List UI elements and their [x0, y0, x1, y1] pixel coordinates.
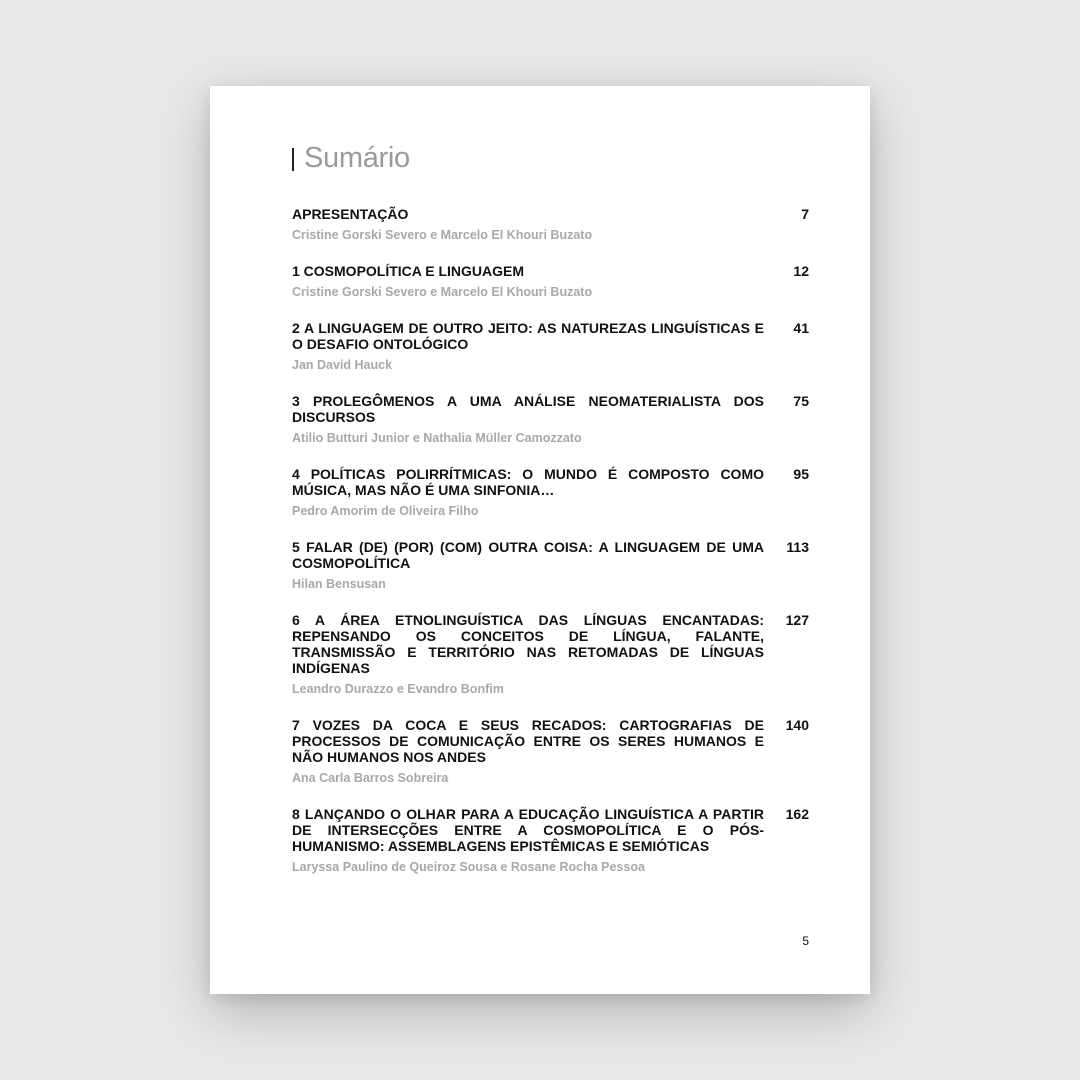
toc-entry-authors: Ana Carla Barros Sobreira: [292, 771, 449, 785]
toc-entry-title: 1 COSMOPOLÍTICA E LINGUAGEM: [292, 263, 525, 279]
page-title-text: Sumário: [304, 142, 410, 174]
toc-entry: [292, 206, 809, 243]
toc-entry-page: 75: [793, 393, 809, 409]
toc-entry-title: 7 VOZES DA COCA E SEUS RECADOS: CARTOGRAFIAS DE PROCESSOS DE COMUNICAÇÃO ENTRE OS SERES HUMANOS E NÃO HUMANOS NOS ANDES: [292, 717, 764, 765]
toc-entry-authors: Pedro Amorim de Oliveira Filho: [292, 504, 479, 518]
table-of-contents: [292, 206, 809, 895]
toc-entry: [292, 717, 809, 786]
toc-entry: [292, 806, 809, 875]
toc-entry: [292, 612, 809, 697]
toc-entry: [292, 466, 809, 519]
toc-entry: [292, 320, 809, 373]
document-page: [210, 86, 870, 994]
toc-entry-title: 5 FALAR (DE) (POR) (COM) OUTRA COISA: A LINGUAGEM DE UMA COSMOPOLÍTICA: [292, 539, 764, 571]
toc-entry-title: APRESENTAÇÃO: [292, 206, 409, 222]
page-number: 5: [802, 934, 809, 948]
toc-entry-page: 162: [785, 806, 809, 822]
toc-entry: [292, 393, 809, 446]
toc-entry-page: 95: [793, 466, 809, 482]
toc-entry-page: 41: [793, 320, 809, 336]
toc-entry-authors: Cristine Gorski Severo e Marcelo El Khouri Buzato: [292, 285, 593, 299]
toc-entry-authors: Atilio Butturi Junior e Nathalia Müller Camozzato: [292, 431, 582, 445]
toc-entry-title: 6 A ÁREA ETNOLINGUÍSTICA DAS LÍNGUAS ENCANTADAS: REPENSANDO OS CONCEITOS DE LÍNGUA, FALANTE, TRANSMISSÃO E TERRITÓRIO NAS RETOMADAS DE LÍNGUAS INDÍGENAS: [292, 612, 764, 676]
page-title: [292, 140, 410, 176]
toc-entry-title: 2 A LINGUAGEM DE OUTRO JEITO: AS NATUREZAS LINGUÍSTICAS E O DESAFIO ONTOLÓGICO: [292, 320, 764, 352]
toc-entry-authors: Laryssa Paulino de Queiroz Sousa e Rosane Rocha Pessoa: [292, 860, 645, 874]
toc-entry-page: 140: [785, 717, 809, 733]
toc-entry-authors: Hilan Bensusan: [292, 577, 386, 591]
toc-entry-authors: Leandro Durazzo e Evandro Bonfim: [292, 682, 504, 696]
toc-entry-page: 113: [786, 539, 809, 555]
toc-entry-page: 12: [793, 263, 809, 279]
toc-entry-title: 8 LANÇANDO O OLHAR PARA A EDUCAÇÃO LINGUÍSTICA A PARTIR DE INTERSECÇÕES ENTRE A COSMOPOLÍTICA E O PÓS-HUMANISMO: ASSEMBLAGENS EPISTÊMICAS E SEMIÓTICAS: [292, 806, 764, 854]
toc-entry-authors: Jan David Hauck: [292, 358, 393, 372]
toc-entry-title: 3 PROLEGÔMENOS A UMA ANÁLISE NEOMATERIALISTA DOS DISCURSOS: [292, 393, 764, 425]
title-marker: [292, 148, 294, 171]
toc-entry-page: 127: [785, 612, 809, 628]
toc-entry-title: 4 POLÍTICAS POLIRRÍTMICAS: O MUNDO É COMPOSTO COMO MÚSICA, MAS NÃO É UMA SINFONIA…: [292, 466, 764, 498]
toc-entry-authors: Cristine Gorski Severo e Marcelo El Khouri Buzato: [292, 228, 593, 242]
toc-entry: [292, 539, 809, 592]
toc-entry-page: 7: [801, 206, 809, 222]
toc-entry: [292, 263, 809, 300]
